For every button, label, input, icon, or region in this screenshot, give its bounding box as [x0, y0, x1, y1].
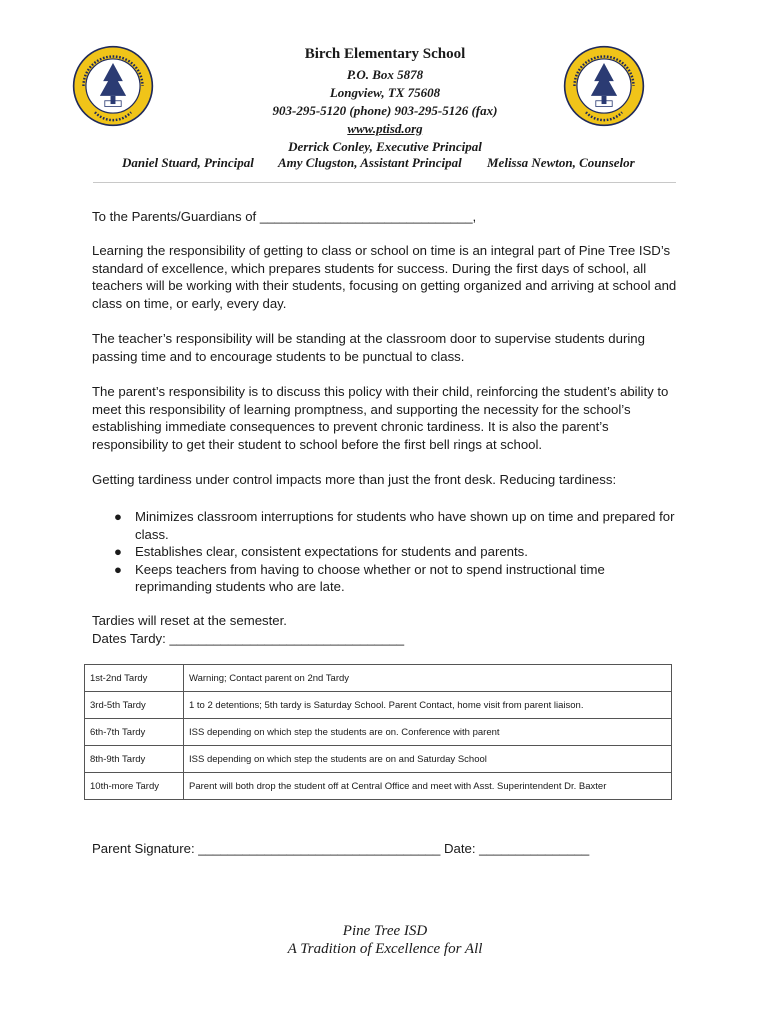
- paragraph-2: The teacher’s responsibility will be standing at the classroom door to supervise students during passing time and to encourage students to be punctual to class.: [92, 331, 645, 364]
- bullet-icon: ●: [114, 544, 122, 560]
- list-item: [92, 561, 682, 596]
- list-item-text: Keeps teachers from having to choose whether or not to spend instructional time reprimanding students who are late.: [135, 561, 605, 595]
- tardy-level-cell: 6th-7th Tardy: [85, 719, 184, 746]
- tardy-level-cell: 1st-2nd Tardy: [85, 665, 184, 692]
- table-row: [85, 719, 672, 746]
- reset-note: Tardies will reset at the semester.: [92, 613, 287, 628]
- consequence-cell: Warning; Contact parent on 2nd Tardy: [184, 665, 672, 692]
- header-divider: [93, 182, 676, 183]
- counselor-name: Melissa Newton, Counselor: [487, 155, 635, 170]
- school-name: Birch Elementary School: [304, 46, 466, 62]
- bullet-icon: ●: [114, 509, 122, 524]
- consequence-cell: ISS depending on which step the students are on and Saturday School: [184, 746, 672, 773]
- tardy-level-cell: 10th-more Tardy: [85, 773, 184, 800]
- assistant-principal-name: Amy Clugston, Assistant Principal: [278, 155, 462, 170]
- school-phone-fax: 903-295-5120 (phone) 903-295-5126 (fax): [272, 103, 498, 118]
- dates-tardy-field[interactable]: Dates Tardy: ________________________________: [92, 631, 405, 646]
- salutation: To the Parents/Guardians of _____________________________,: [92, 209, 477, 224]
- footer-district: Pine Tree ISD: [342, 923, 428, 939]
- table-row: [85, 692, 672, 719]
- table-row: [85, 746, 672, 773]
- tardy-level-cell: 3rd-5th Tardy: [85, 692, 184, 719]
- tardy-consequence-table: [84, 664, 672, 800]
- table-row: [85, 665, 672, 692]
- paragraph-4: Getting tardiness under control impacts more than just the front desk. Reducing tardiness:: [92, 472, 617, 487]
- tardy-level-cell: 8th-9th Tardy: [85, 746, 184, 773]
- school-city: Longview, TX 75608: [329, 85, 441, 100]
- bullet-icon: ●: [114, 561, 122, 577]
- consequence-cell: Parent will both drop the student off at Central Office and meet with Asst. Superintendent Dr. Baxter: [184, 773, 672, 800]
- consequence-cell: ISS depending on which step the students are on. Conference with parent: [184, 719, 672, 746]
- list-item: [92, 543, 682, 561]
- paragraph-3: The parent’s responsibility is to discuss this policy with their child, reinforcing the student’s ability to meet this responsibility of learning promptness, and supporting the necessity for the school’s establishing immediate consequences to prevent chronic tardiness. It is also the parent’s responsibility to get their student to school before the first bell rings at school.: [92, 384, 669, 452]
- school-address: P.O. Box 5878: [346, 67, 424, 82]
- benefits-list: [92, 508, 682, 596]
- school-website-link[interactable]: www.ptisd.org: [347, 121, 423, 136]
- consequence-cell: 1 to 2 detentions; 5th tardy is Saturday School. Parent Contact, home visit from parent liaison.: [184, 692, 672, 719]
- principal-name: Daniel Stuard, Principal: [122, 155, 254, 170]
- list-item-text: Establishes clear, consistent expectations for students and parents.: [135, 544, 528, 560]
- list-item-text: Minimizes classroom interruptions for students who have shown up on time and prepared for class.: [135, 509, 675, 542]
- table-row: [85, 773, 672, 800]
- parent-signature-field[interactable]: Parent Signature: _________________________________ Date: _______________: [92, 841, 590, 856]
- footer-motto: A Tradition of Excellence for All: [287, 941, 483, 957]
- executive-principal: Derrick Conley, Executive Principal: [288, 139, 482, 154]
- list-item: [92, 508, 682, 543]
- paragraph-1: Learning the responsibility of getting to class or school on time is an integral part of Pine Tree ISD’s standard of excellence, which prepares students for success. During the first days of school, all teachers will be working with their students, focusing on getting organized and arriving at school and class on time, or early, every day.: [92, 243, 677, 311]
